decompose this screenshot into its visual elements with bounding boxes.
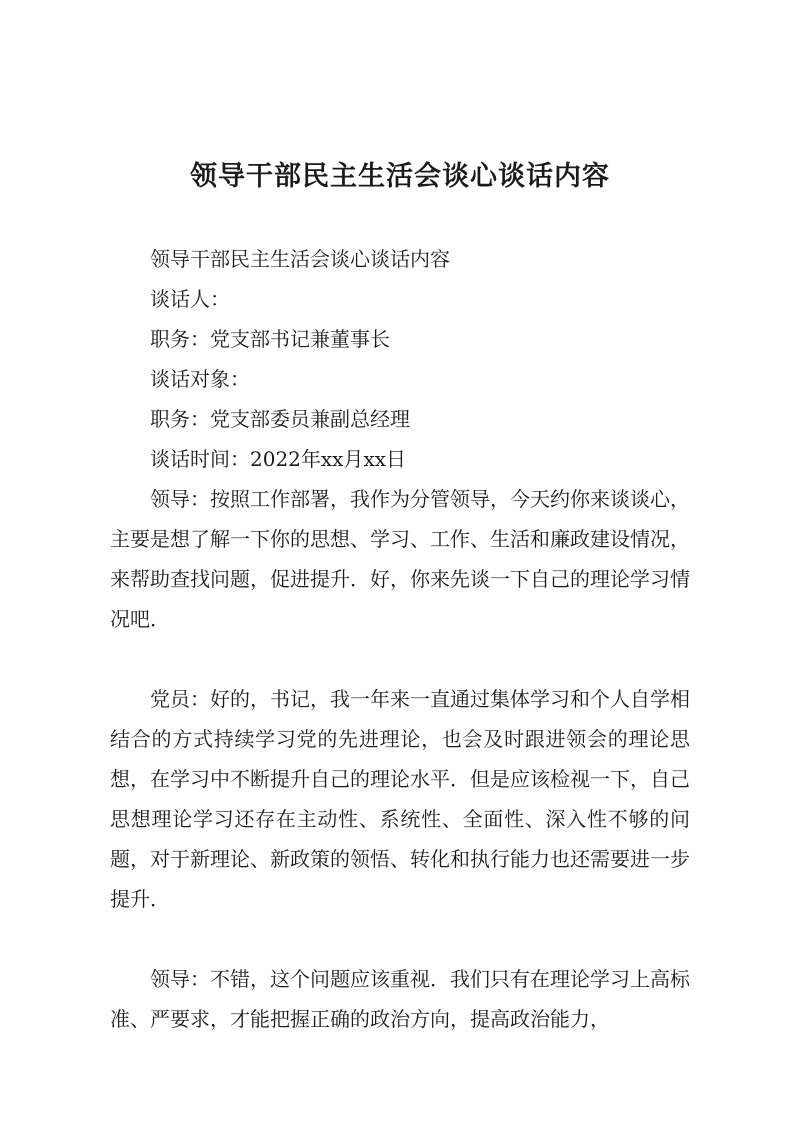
paragraph-spacer (110, 639, 690, 679)
paragraph-spacer (110, 919, 690, 959)
paragraph-talk-time: 谈话时间：2022年xx月xx日 (150, 447, 407, 471)
paragraph-member-reply: 党员：好的，书记，我一年来一直通过集体学习和个人自学相结合的方式持续学习党的先进理论，也会及时跟进领会的理论思想，在学习中不断提升自己的理论水平．但是应该检视一下，自己思想理论学习还存在主动性、系统性、全面性、深入性不够的问题，对于新理论、新政策的领悟、转化和执行能力也还需要进一步提升． (110, 687, 690, 911)
paragraph-interviewee-position: 职务：党支部委员兼副总经理 (150, 407, 410, 431)
document-title: 领导干部民主生活会谈心谈话内容 (190, 161, 610, 192)
paragraph-leader-opening: 领导：按照工作部署，我作为分管领导，今天约你来谈谈心，主要是想了解一下你的思想、学习、工作、生活和廉政建设情况，来帮助查找问题，促进提升．好，你来先谈一下自己的理论学习情况吧． (110, 487, 690, 631)
paragraph-speaker-position: 职务：党支部书记兼董事长 (150, 327, 390, 351)
paragraph-interviewee: 谈话对象： (150, 367, 250, 391)
paragraph-speaker: 谈话人： (150, 287, 230, 311)
document-body (110, 239, 690, 1039)
paragraph-leader-response: 领导：不错，这个问题应该重视．我们只有在理论学习上高标准、严要求，才能把握正确的政治方向，提高政治能力， (110, 967, 690, 1031)
paragraph-heading: 领导干部民主生活会谈心谈话内容 (150, 247, 450, 271)
